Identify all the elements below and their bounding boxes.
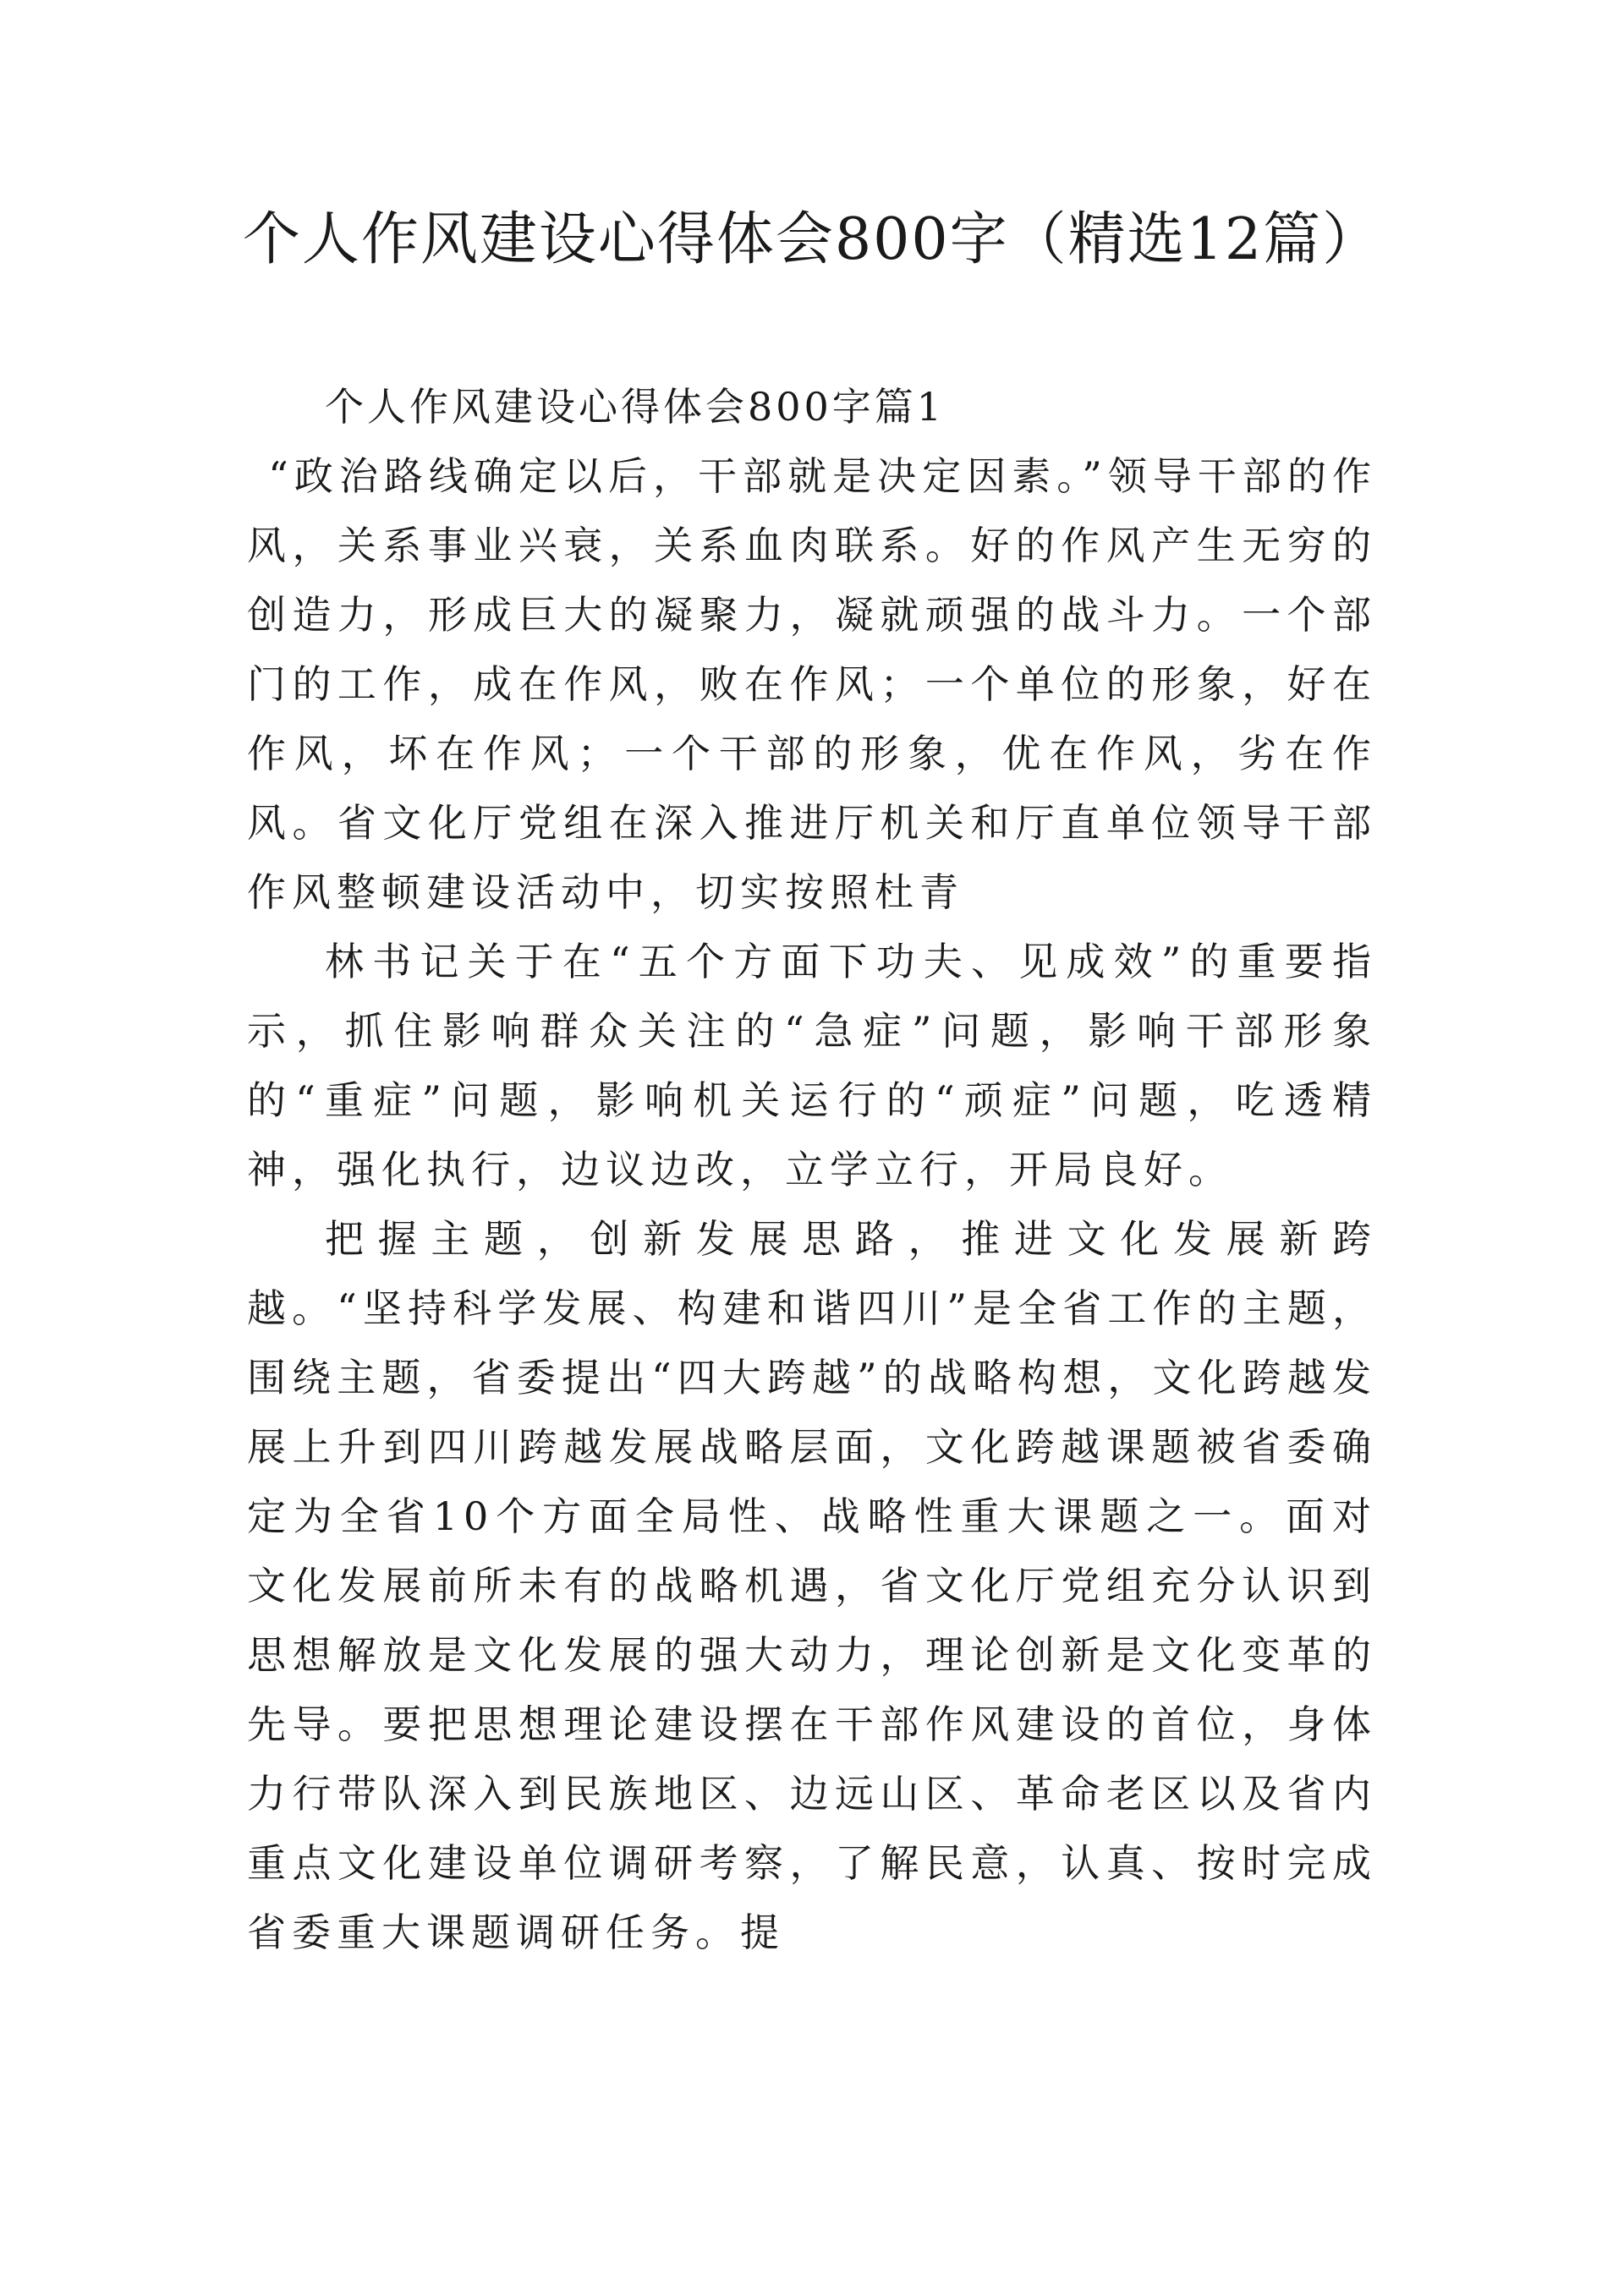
paragraph-1: “政治路线确定以后，干部就是决定因素。”领导干部的作风，关系事业兴衰，关系血肉联系。好的作风产生无穷的创造力，形成巨大的凝聚力，凝就顽强的战斗力。一个部门的工作，成在作风，败在作风；一个单位的形象，好在作风，坏在作风；一个干部的形象，优在作风，劣在作风。省文化厅党组在深入推进厅机关和厅直单位领导干部作风整顿建设活动中，切实按照杜青: [247, 453, 1377, 915]
document-title: 个人作风建设心得体会800字（精选12篇）: [242, 206, 1382, 273]
section-heading: 个人作风建设心得体会800字篇1: [325, 384, 946, 430]
paragraph-2: 林书记关于在“五个方面下功夫、见成效”的重要指示，抓住影响群众关注的“急症”问题，影响干部形象的“重症”问题，影响机关运行的“顽症”问题，吃透精神，强化执行，边议边改，立学立行，开局良好。: [247, 939, 1377, 1192]
paragraph-3: 把握主题，创新发展思路，推进文化发展新跨越。“坚持科学发展、构建和谐四川”是全省工作的主题，围绕主题，省委提出“四大跨越”的战略构想，文化跨越发展上升到四川跨越发展战略层面，文化跨越课题被省委确定为全省10个方面全局性、战略性重大课题之一。面对文化发展前所未有的战略机遇，省文化厅党组充分认识到思想解放是文化发展的强大动力，理论创新是文化变革的先导。要把思想理论建设摆在干部作风建设的首位，身体力行带队深入到民族地区、边远山区、革命老区以及省内重点文化建设单位调研考察，了解民意，认真、按时完成省委重大课题调研任务。提: [247, 1216, 1377, 1955]
document-body: [247, 372, 1377, 1967]
